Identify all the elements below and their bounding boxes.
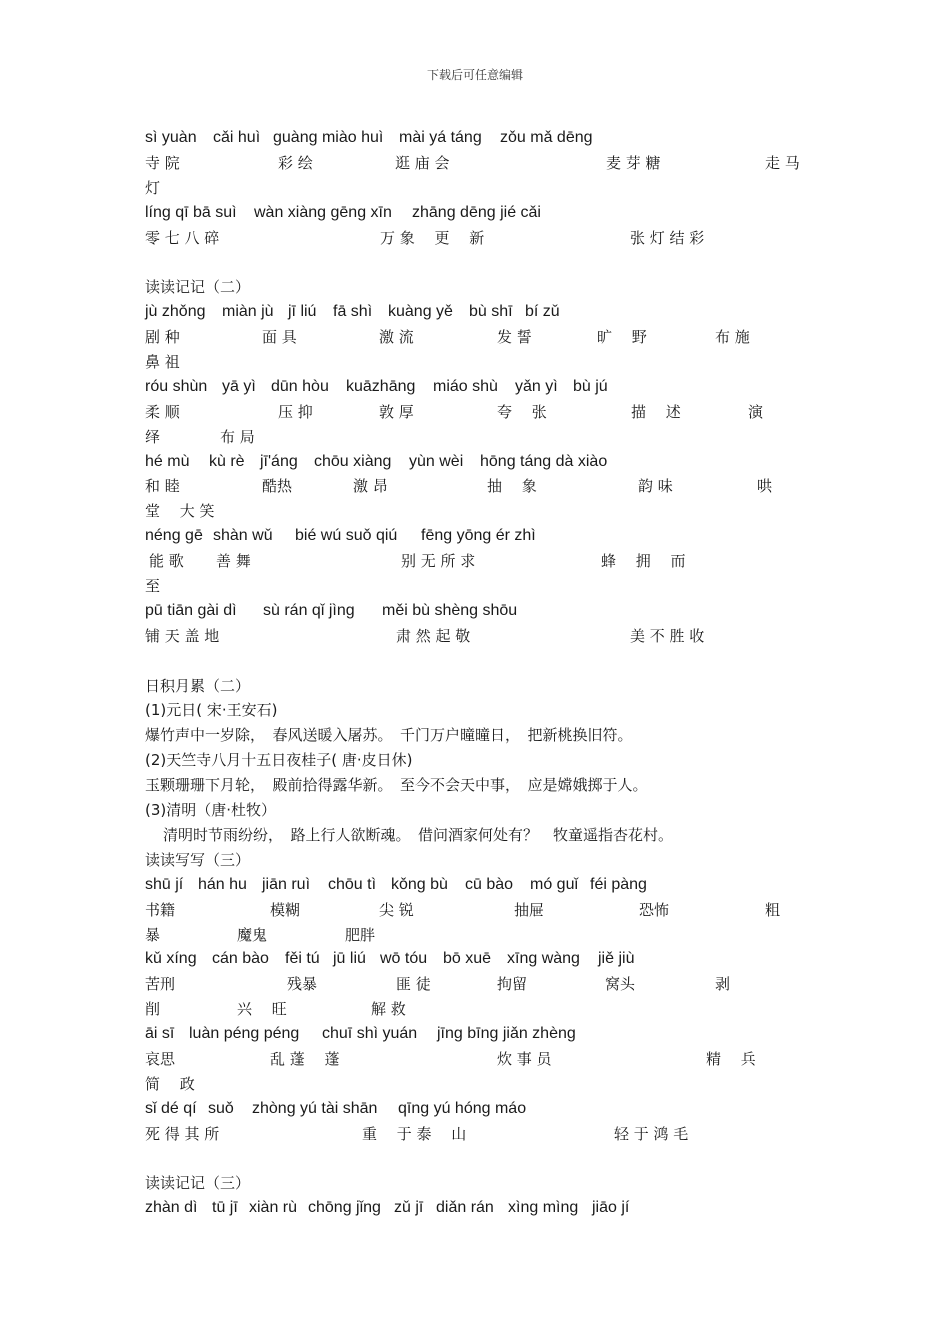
hanzi-word: 残暴 (287, 975, 318, 994)
pinyin-line (145, 450, 825, 475)
pinyin-word: shàn wǔ (213, 527, 273, 545)
hanzi-line (145, 1047, 825, 1072)
hanzi-word: 死 得 其 所 (145, 1124, 220, 1143)
pinyin-line (145, 126, 825, 151)
hanzi-word: 兴 旺 (237, 1000, 287, 1019)
pinyin-word: hán hu (198, 875, 247, 893)
text-line (145, 748, 825, 773)
pinyin-word: kù rè (209, 452, 245, 470)
hanzi-word: 至 (145, 577, 161, 596)
pinyin-word: bié wú suǒ qiú (295, 527, 398, 545)
pinyin-line (145, 599, 825, 624)
text-line (145, 698, 825, 723)
hanzi-word: 别 无 所 求 (401, 552, 476, 571)
pinyin-word: cǎi huì (213, 129, 261, 146)
pinyin-word: sì yuàn (145, 129, 197, 146)
hanzi-word: 善 舞 (216, 552, 251, 571)
pinyin-word: róu shùn (145, 377, 208, 395)
hanzi-word: 鼻 祖 (145, 353, 180, 372)
hanzi-word: 寺 院 (145, 153, 180, 172)
hanzi-line (145, 997, 825, 1022)
pinyin-word: wō tóu (380, 950, 428, 968)
pinyin-word: luàn péng péng (189, 1025, 300, 1043)
pinyin-word: zǒu mǎ dēng (500, 129, 593, 146)
hanzi-word: 窝头 (605, 975, 636, 994)
pinyin-word: qīng yú hóng máo (398, 1099, 527, 1117)
pinyin-word: kuāzhāng (346, 377, 416, 395)
hanzi-line (145, 425, 825, 450)
hanzi-word: 削 (145, 1000, 161, 1019)
hanzi-word: 魔鬼 (237, 925, 268, 944)
pinyin-word: zhàn dì (145, 1199, 198, 1217)
text-run: 爆竹声中一岁除， 春风送暖入屠苏。 千门万户曈曈日， 把新桃换旧符。 (145, 726, 633, 745)
hanzi-word: 麦 芽 糖 (606, 153, 661, 172)
hanzi-line (145, 474, 825, 499)
hanzi-line (145, 1122, 825, 1147)
hanzi-line (145, 350, 825, 375)
hanzi-word: 苦刑 (145, 975, 176, 994)
pinyin-word: hé mù (145, 452, 190, 470)
hanzi-word: 韵 味 (638, 477, 673, 496)
pinyin-line (145, 873, 825, 898)
hanzi-word: 绎 (145, 427, 161, 446)
hanzi-word: 压 抑 (278, 402, 313, 421)
hanzi-line (145, 176, 825, 201)
text-run: (3)清明（唐·杜牧） (145, 801, 277, 820)
pinyin-word: xīng wàng (507, 950, 580, 968)
pinyin-line (145, 1022, 825, 1047)
pinyin-word: xìng mìng (508, 1199, 579, 1217)
page-header: 下载后可任意编辑 (426, 68, 523, 82)
text-run: (1)元日( 宋·王安石) (145, 701, 278, 720)
hanzi-word: 零 七 八 碎 (145, 228, 220, 247)
pinyin-word: miáo shù (433, 377, 498, 395)
pinyin-word: sù rán qǐ jìng (263, 601, 355, 619)
pinyin-line (145, 1097, 825, 1122)
hanzi-line (145, 325, 825, 350)
pinyin-word: cū bào (465, 875, 514, 893)
text-run: 读读记记（三） (145, 1174, 251, 1193)
pinyin-line (145, 524, 825, 549)
text-line (145, 773, 825, 798)
hanzi-word: 美 不 胜 收 (630, 626, 705, 645)
pinyin-word: shū jí (145, 875, 184, 893)
hanzi-word: 酷热 (262, 477, 293, 496)
pinyin-word: féi pàng (590, 875, 647, 893)
hanzi-line (145, 972, 825, 997)
text-run: 玉颗珊珊下月轮， 殿前拾得露华新。 至今不会天中事， 应是嫦娥掷于人。 (145, 776, 648, 795)
hanzi-word: 走 马 (765, 153, 800, 172)
hanzi-word: 匪 徒 (396, 975, 431, 994)
pinyin-word: zhāng dēng jié cǎi (412, 203, 541, 221)
blank-line (145, 649, 825, 674)
pinyin-word: jī'áng (260, 452, 298, 470)
hanzi-line (145, 400, 825, 425)
hanzi-line (145, 549, 825, 574)
hanzi-word: 肥胖 (345, 925, 376, 944)
hanzi-word: 乱 蓬 蓬 (270, 1049, 340, 1068)
hanzi-line (145, 574, 825, 599)
hanzi-word: 剥 (715, 975, 731, 994)
pinyin-word: jiān ruì (262, 875, 311, 893)
hanzi-word: 彩 绘 (278, 153, 313, 172)
hanzi-word: 模糊 (270, 900, 301, 919)
text-line (145, 275, 825, 300)
hanzi-word: 逛 庙 会 (395, 153, 450, 172)
pinyin-word: cán bào (212, 950, 269, 968)
hanzi-word: 敦 厚 (379, 402, 414, 421)
hanzi-word: 激 昂 (353, 477, 388, 496)
pinyin-word: líng qī bā suì (145, 203, 237, 221)
text-line (145, 848, 825, 873)
hanzi-word: 蜂 拥 而 (601, 552, 686, 571)
pinyin-word: chōu tì (328, 875, 377, 893)
hanzi-word: 剧 种 (145, 328, 180, 347)
text-run: 读读写写（三） (145, 850, 251, 869)
pinyin-word: bō xuē (443, 950, 492, 968)
pinyin-word: diǎn rán (436, 1199, 494, 1217)
pinyin-word: chuī shì yuán (322, 1025, 418, 1043)
hanzi-word: 夸 张 (497, 402, 547, 421)
pinyin-word: wàn xiàng gēng xīn (254, 203, 392, 221)
hanzi-word: 哀思 (145, 1049, 176, 1068)
pinyin-word: jī liú (288, 303, 317, 321)
hanzi-line (145, 499, 825, 524)
hanzi-word: 书籍 (145, 900, 176, 919)
pinyin-word: chōng jǐng (308, 1199, 381, 1217)
hanzi-word: 张 灯 结 彩 (630, 228, 705, 247)
hanzi-word: 重 于 泰 山 (362, 1124, 467, 1143)
hanzi-word: 粗 (765, 900, 781, 919)
text-line (145, 723, 825, 748)
hanzi-word: 万 象 更 新 (380, 228, 485, 247)
pinyin-word: jū liú (333, 950, 366, 968)
pinyin-word: jiāo jí (592, 1199, 630, 1217)
hanzi-word: 解 救 (371, 1000, 406, 1019)
hanzi-word: 发 誓 (497, 328, 532, 347)
hanzi-word: 暴 (145, 925, 161, 944)
pinyin-line (145, 1196, 825, 1221)
text-line (145, 1171, 825, 1196)
text-run: 清明时节雨纷纷， 路上行人欲断魂。 借问酒家何处有？ 牧童遥指杏花村。 (163, 825, 674, 844)
blank-line (145, 250, 825, 275)
hanzi-word: 布 局 (220, 427, 255, 446)
hanzi-word: 肃 然 起 敬 (396, 626, 471, 645)
pinyin-line (145, 375, 825, 400)
hanzi-line (145, 226, 825, 251)
pinyin-word: yǎn yì (515, 377, 558, 395)
hanzi-word: 拘留 (497, 975, 528, 994)
pinyin-word: bù jú (573, 377, 608, 395)
hanzi-word: 柔 顺 (145, 402, 180, 421)
pinyin-word: kǔ xíng (145, 950, 197, 968)
hanzi-line (145, 898, 825, 923)
pinyin-word: yā yì (222, 377, 256, 395)
hanzi-word: 铺 天 盖 地 (145, 626, 220, 645)
pinyin-word: néng gē (145, 527, 203, 545)
pinyin-word: kǒng bù (391, 875, 448, 893)
text-run: (2)天竺寺八月十五日夜桂子( 唐·皮日休) (145, 751, 413, 770)
pinyin-word: hōng táng dà xiào (480, 452, 608, 470)
hanzi-line (145, 624, 825, 649)
hanzi-word: 哄 (757, 477, 773, 496)
pinyin-word: miàn jù (222, 303, 274, 321)
pinyin-word: dūn hòu (271, 377, 329, 395)
hanzi-word: 抽屉 (514, 900, 545, 919)
text-run: 读读记记（二） (145, 278, 251, 297)
hanzi-word: 恐怖 (639, 900, 670, 919)
pinyin-word: bí zǔ (525, 303, 560, 321)
document-body (145, 126, 825, 1221)
hanzi-word: 演 (748, 402, 764, 421)
pinyin-line (145, 201, 825, 226)
hanzi-word: 旷 野 (597, 328, 647, 347)
pinyin-line (145, 947, 825, 972)
pinyin-line (145, 300, 825, 325)
pinyin-word: bù shī (469, 303, 513, 321)
hanzi-line (145, 923, 825, 948)
hanzi-word: 精 兵 (706, 1049, 756, 1068)
pinyin-word: guàng miào huì (273, 129, 384, 146)
pinyin-word: sǐ dé qí (145, 1099, 197, 1117)
hanzi-word: 堂 大 笑 (145, 502, 215, 521)
text-run: 日积月累（二） (145, 676, 251, 695)
blank-line (145, 1147, 825, 1172)
pinyin-word: mó guǐ (530, 875, 579, 893)
pinyin-word: suǒ (208, 1099, 234, 1117)
pinyin-word: kuàng yě (388, 303, 453, 321)
pinyin-word: xiàn rù (249, 1199, 298, 1217)
pinyin-word: zǔ jī (394, 1199, 424, 1217)
pinyin-word: jīng bīng jiǎn zhèng (437, 1025, 576, 1043)
pinyin-word: jiě jiù (598, 950, 635, 968)
pinyin-word: tū jī (212, 1199, 238, 1217)
text-line (145, 674, 825, 699)
pinyin-word: āi sī (145, 1025, 175, 1043)
pinyin-word: mài yá táng (399, 129, 482, 146)
pinyin-word: yùn wèi (409, 452, 464, 470)
hanzi-word: 描 述 (631, 402, 681, 421)
hanzi-word: 能 歌 (149, 552, 184, 571)
hanzi-word: 尖 锐 (379, 900, 414, 919)
pinyin-word: jù zhǒng (145, 303, 206, 321)
hanzi-word: 布 施 (715, 328, 750, 347)
pinyin-word: fěi tú (285, 950, 320, 968)
pinyin-word: chōu xiàng (314, 452, 392, 470)
hanzi-word: 简 政 (145, 1074, 195, 1093)
pinyin-word: zhòng yú tài shān (252, 1099, 378, 1117)
hanzi-word: 抽 象 (487, 477, 537, 496)
pinyin-word: pū tiān gài dì (145, 601, 237, 619)
hanzi-word: 和 睦 (145, 477, 180, 496)
text-line (145, 798, 825, 823)
hanzi-line (145, 151, 825, 176)
pinyin-word: fā shì (333, 303, 373, 321)
hanzi-word: 轻 于 鸿 毛 (614, 1124, 689, 1143)
pinyin-word: měi bù shèng shōu (382, 601, 518, 619)
pinyin-word: fēng yōng ér zhì (421, 527, 536, 545)
hanzi-word: 面 具 (262, 328, 297, 347)
hanzi-word: 炊 事 员 (497, 1049, 552, 1068)
hanzi-word: 灯 (145, 178, 161, 197)
hanzi-word: 激 流 (379, 328, 414, 347)
text-line (145, 823, 825, 848)
hanzi-line (145, 1072, 825, 1097)
